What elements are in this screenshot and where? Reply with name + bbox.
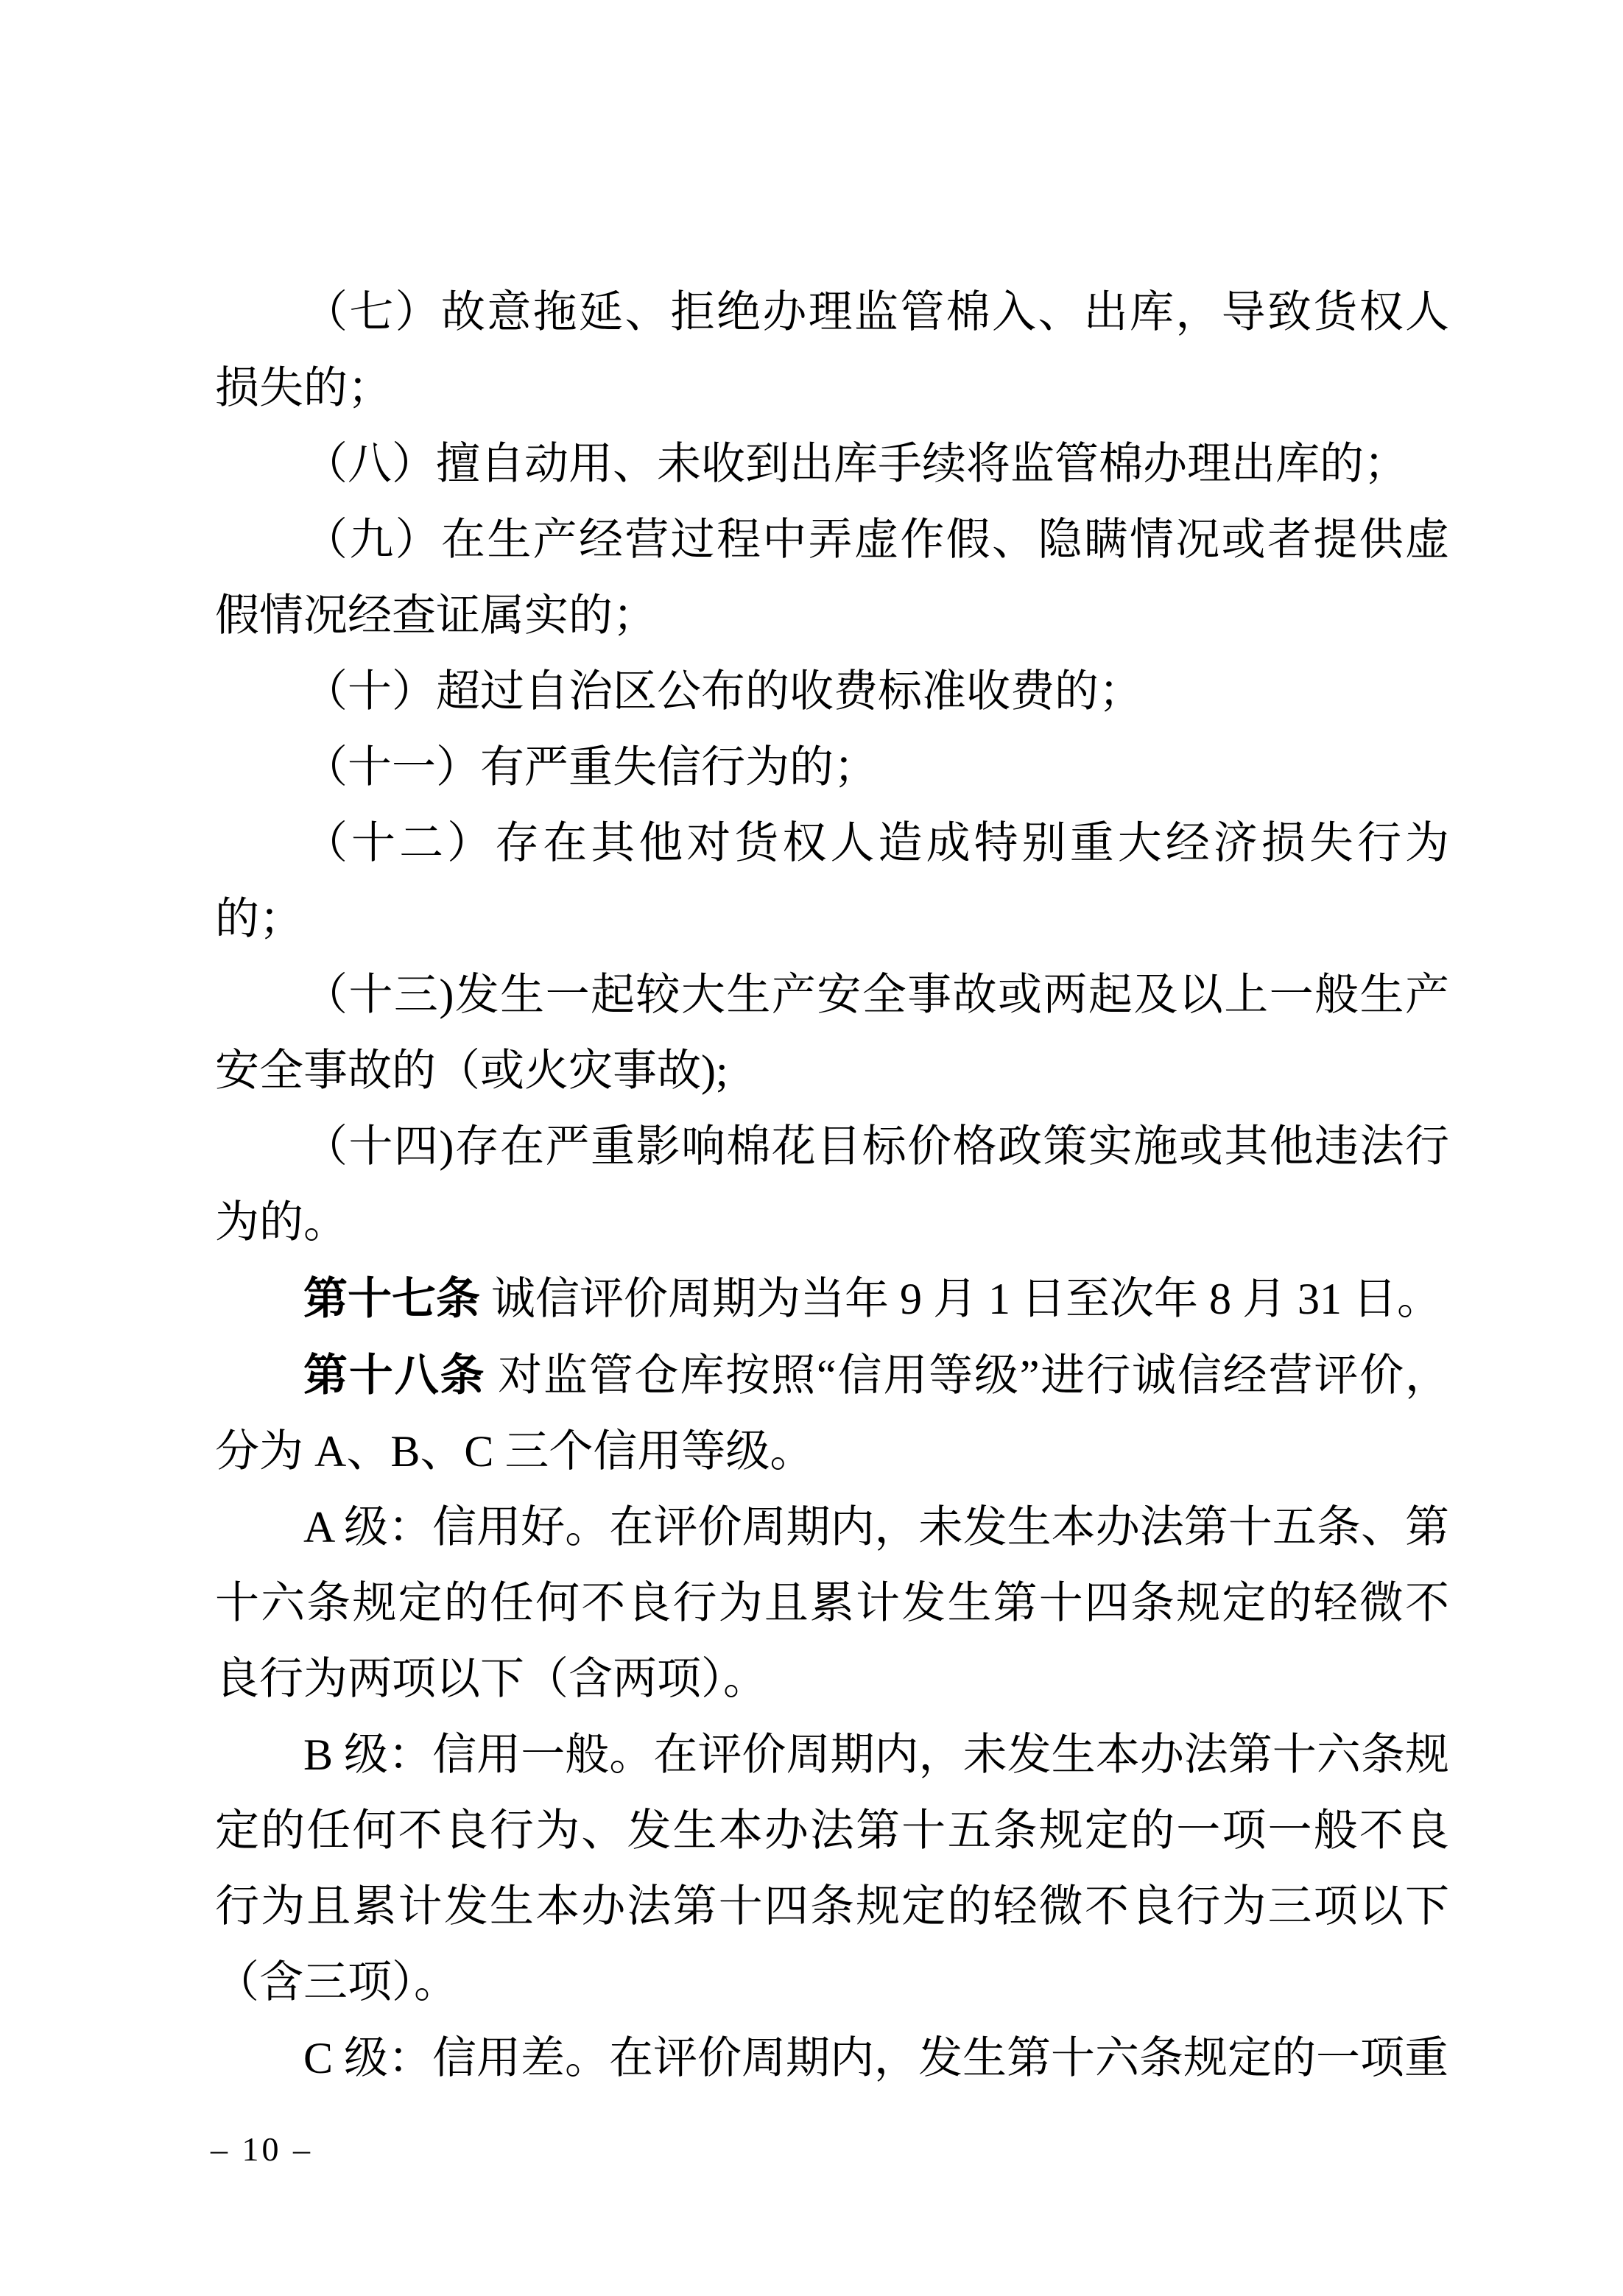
paragraph <box>215 275 1449 426</box>
article-number-bold: 第十七条 <box>303 1274 480 1323</box>
paragraph <box>215 502 1449 654</box>
paragraph-text: A 级：信用好。在评价周期内，未发生本办法第十五条、第十六条规定的任何不良行为且累计发生第十四条规定的轻微不良行为两项以下（含两项）。 <box>215 1503 1449 1703</box>
paragraph-text: （十四)存在严重影响棉花目标价格政策实施或其他违法行为的。 <box>215 1122 1449 1247</box>
paragraph <box>215 1109 1449 1261</box>
paragraph-text: （十）超过自治区公布的收费标准收费的； <box>303 667 1143 716</box>
paragraph <box>215 1261 1449 1337</box>
paragraph <box>215 730 1449 806</box>
paragraph <box>215 654 1449 730</box>
paragraph <box>215 426 1449 502</box>
paragraph-text: （八）擅自动用、未收到出库手续将监管棉办理出库的； <box>303 440 1408 488</box>
paragraph-text: （十二）存在其他对货权人造成特别重大经济损失行为的； <box>215 819 1449 943</box>
paragraph <box>215 1337 1449 1490</box>
paragraph <box>215 806 1449 957</box>
paragraph-text: （九）在生产经营过程中弄虚作假、隐瞒情况或者提供虚假情况经查证属实的； <box>215 515 1449 640</box>
paragraph-text: 诚信评价周期为当年 9 月 1 日至次年 8 月 31 日。 <box>480 1275 1441 1323</box>
paragraph-text: C 级：信用差。在评价周期内，发生第十六条规定的一项重 <box>303 2034 1449 2082</box>
paragraph-text: （十一）有严重失信行为的； <box>303 743 878 792</box>
page-number: – 10 – <box>211 2130 313 2168</box>
paragraph <box>215 1717 1449 2021</box>
paragraph <box>215 1490 1449 1717</box>
paragraph <box>215 957 1449 1109</box>
paragraph-text: B 级：信用一般。在评价周期内，未发生本办法第十六条规定的任何不良行为、发生本办法第十五条规定的一项一般不良行为且累计发生本办法第十四条规定的轻微不良行为三项以下（含三项）。 <box>215 1730 1449 2007</box>
article-number-bold: 第十八条 <box>303 1351 486 1400</box>
paragraph-text: （七）故意拖延、拒绝办理监管棉入、出库，导致货权人损失的； <box>215 288 1449 412</box>
paragraph-text: 对监管仓库按照“信用等级”进行诚信经营评价，分为 A、B、C 三个信用等级。 <box>215 1351 1449 1476</box>
document-body <box>215 275 1449 2096</box>
paragraph-text: （十三)发生一起较大生产安全事故或两起及以上一般生产安全事故的（或火灾事故); <box>215 971 1449 1095</box>
paragraph <box>215 2021 1449 2096</box>
